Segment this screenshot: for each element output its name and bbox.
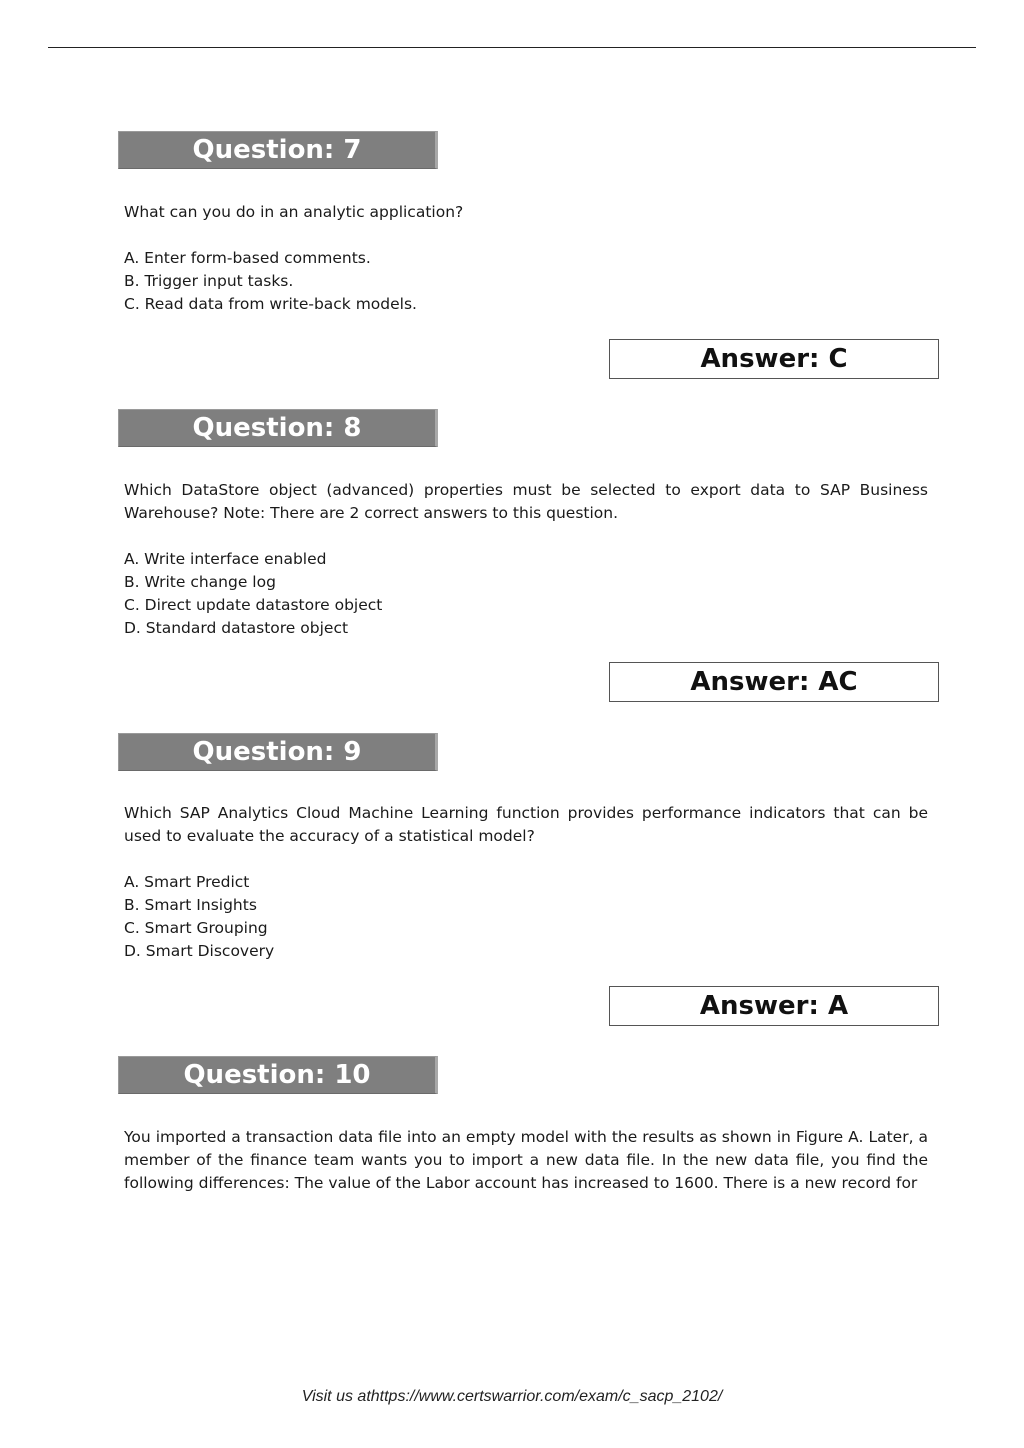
- top-rule: [48, 47, 976, 48]
- question-9-answer: Answer: A: [609, 986, 939, 1026]
- option-b: B. Smart Insights: [124, 896, 257, 914]
- option-d: D. Standard datastore object: [124, 619, 349, 637]
- option-c: C. Smart Grouping: [124, 919, 268, 937]
- question-8-answer: Answer: AC: [609, 662, 939, 702]
- question-7-header: Question: 7: [118, 131, 438, 169]
- question-10-text: You imported a transaction data file into an empty model with the results as shown in Figure A. Later, a member of the finance team wants you to import a new data file. In the new data file, you find the following differences: The value of the Labor account has increased to 1600. There is a new record for: [124, 1128, 928, 1192]
- question-10-header: Question: 10: [118, 1056, 438, 1094]
- question-9-text: Which SAP Analytics Cloud Machine Learning function provides performance indicators that can be used to evaluate the accuracy of a statistical model?: [124, 804, 928, 845]
- question-7-answer: Answer: C: [609, 339, 939, 379]
- question-9-header: Question: 9: [118, 733, 438, 771]
- option-a: A. Enter form-based comments.: [124, 249, 371, 267]
- question-9-options: [124, 871, 928, 963]
- question-7-options: [124, 247, 928, 316]
- option-a: A. Write interface enabled: [124, 550, 327, 568]
- option-b: B. Trigger input tasks.: [124, 272, 294, 290]
- footer-link-text[interactable]: Visit us athttps://www.certswarrior.com/exam/c_sacp_2102/: [301, 1388, 723, 1405]
- option-c: C. Direct update datastore object: [124, 596, 383, 614]
- option-c: C. Read data from write-back models.: [124, 295, 417, 313]
- question-8-options: [124, 548, 928, 640]
- question-8-header: Question: 8: [118, 409, 438, 447]
- question-7-text: What can you do in an analytic application?: [124, 203, 464, 221]
- option-b: B. Write change log: [124, 573, 276, 591]
- option-d: D. Smart Discovery: [124, 942, 275, 960]
- question-8-text: Which DataStore object (advanced) properties must be selected to export data to SAP Business Warehouse? Note: There are 2 correct answers to this question.: [124, 481, 928, 522]
- option-a: A. Smart Predict: [124, 873, 250, 891]
